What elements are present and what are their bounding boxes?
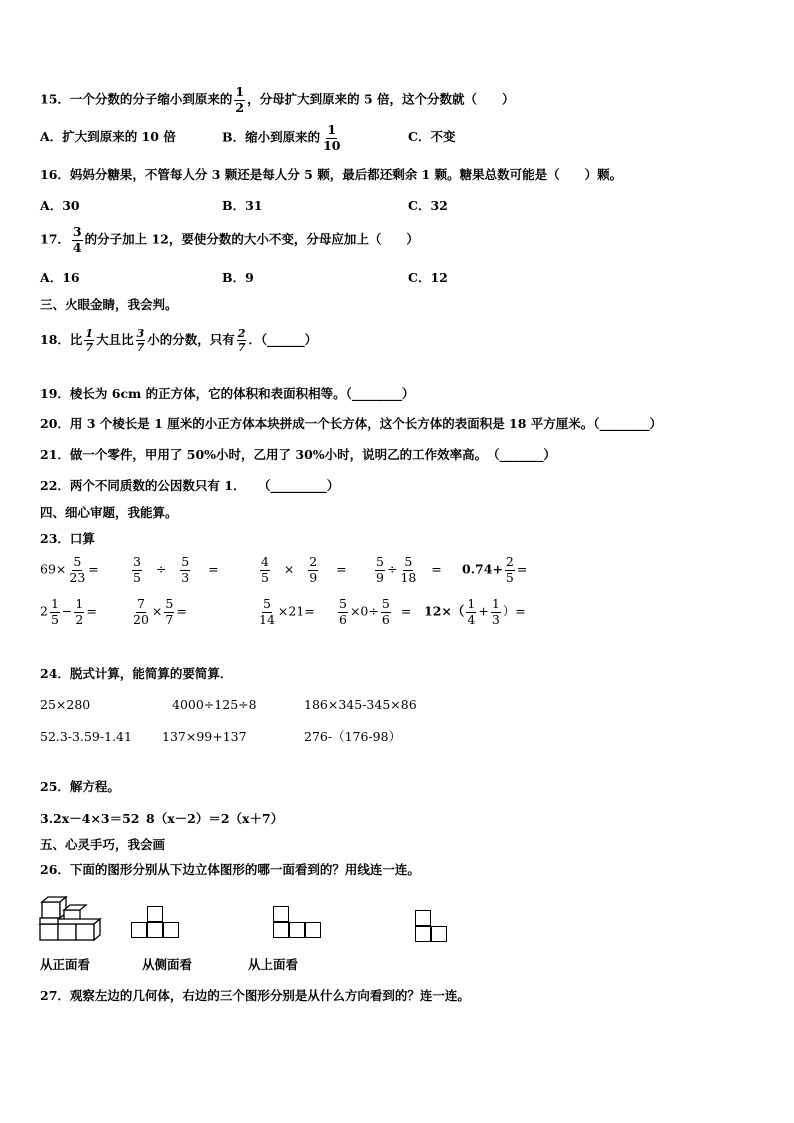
q25-equation-2: 8（x－2）＝2（x＋7）: [146, 811, 284, 826]
fraction: $\frac{3}{5}$: [133, 554, 141, 585]
fraction: $\frac{2}{5}$: [505, 554, 514, 585]
fraction: $\frac{5}{6}$: [381, 596, 390, 627]
q24-title: 24．脱式计算，能简算的要简算．: [40, 666, 233, 681]
q23-expr-2: $\frac{3}{5}$ ÷ $\frac{5}{3}$ =: [133, 554, 219, 585]
q23-expr-8: $\frac{5}{14}$ ×21=: [259, 596, 315, 627]
q25-equation-1: 3.2x－4×3＝52: [40, 811, 140, 826]
fraction: $\frac{5}{7}$: [165, 596, 174, 627]
q15-option-a: A．扩大到原来的 10 倍: [40, 129, 176, 144]
q21-statement: 21．做一个零件，甲用了 50%小时，乙用了 30%小时，说明乙的工作效率高。 （_______）: [40, 447, 556, 462]
fraction: $\frac{5}{14}$: [259, 596, 275, 627]
solid-figure: [36, 896, 102, 942]
view-shape-3: [415, 906, 447, 942]
q18-statement: 18．比 $\frac{1}{7}$ 大且比 $\frac{3}{7}$ 小的分数，只有 $\frac{2}{7}$ ．（______）: [40, 327, 318, 354]
q19-statement: 19．棱长为 6cm 的正方体，它的体积和表面积相等。（________）: [40, 386, 415, 401]
fraction: $\frac{2}{7}$: [237, 327, 246, 354]
q20-statement: 20．用 3 个棱长是 1 厘米的小正方体本块拼成一个长方体，这个长方体的表面积是 18 平方厘米。（________）: [40, 416, 663, 431]
q17-option-a: A．16: [40, 270, 80, 285]
q23-title: 23．口算: [40, 531, 95, 546]
q16-option-c: C．32: [408, 198, 448, 213]
view-label-top: 从上面看: [248, 957, 299, 972]
view-label-side: 从侧面看: [142, 957, 193, 972]
q24-expr-5: 137×99+137: [162, 729, 247, 744]
q22-statement: 22．两个不同质数的公因数只有 1． （_________）: [40, 478, 340, 493]
fraction: $\frac{7}{20}$: [133, 596, 149, 627]
q16-option-a: A．30: [40, 198, 80, 213]
q25-title: 25．解方程。: [40, 779, 120, 794]
q23-expr-7: $\frac{7}{20}$ × $\frac{5}{7}$ =: [133, 596, 187, 627]
fraction: $\frac{3}{7}$: [136, 327, 145, 354]
q16-stem: 16．妈妈分糖果，不管每人分 3 颗还是每人分 5 颗，最后都还剩余 1 颗。糖果总数可能是（ ）颗。: [40, 167, 623, 182]
fraction: $\frac{5}{6}$: [339, 596, 347, 627]
q23-expr-1: 69× $\frac{5}{23}$ =: [40, 554, 99, 585]
fraction: $\frac{1}{2}$: [75, 596, 84, 627]
fraction: $\frac{5}{9}$: [376, 554, 384, 585]
q26-title: 26．下面的图形分别从下边立体图形的哪一面看到的？用线连一连。: [40, 862, 420, 877]
fraction: $\frac{2}{9}$: [309, 554, 318, 585]
fraction: $\frac{5}{3}$: [181, 554, 190, 585]
q15-option-b: B．缩小到原来的 $\frac{1}{10}$: [222, 122, 341, 153]
q24-expr-6: 276-（176-98）: [304, 729, 402, 744]
section-3-heading: 三、火眼金睛，我会判。: [40, 297, 178, 312]
q24-expr-2: 4000÷125÷8: [172, 697, 257, 712]
fraction: $\frac{1}{10}$: [323, 122, 341, 153]
q17-option-b: B．9: [222, 270, 254, 285]
q23-expr-6: 2 $\frac{1}{5}$ − $\frac{1}{2}$ =: [40, 596, 97, 627]
q23-expr-9: $\frac{5}{6}$ ×0÷ $\frac{5}{6}$ =: [339, 596, 412, 627]
fraction: $\frac{1}{3}$: [491, 596, 500, 627]
q16-option-b: B．31: [222, 198, 263, 213]
q23-expr-3: $\frac{4}{5}$ × $\frac{2}{9}$ =: [261, 554, 347, 585]
q23-expr-10: 12×（ $\frac{1}{4}$ + $\frac{1}{3}$ ）=: [424, 596, 526, 627]
fraction: $\frac{4}{5}$: [261, 554, 269, 585]
q24-expr-1: 25×280: [40, 697, 91, 712]
fraction: $\frac{1}{5}$: [50, 596, 59, 627]
view-label-front: 从正面看: [40, 957, 91, 972]
section-5-heading: 五、心灵手巧，我会画: [40, 837, 166, 852]
view-shape-2: [273, 906, 321, 938]
q15-option-c: C．不变: [408, 129, 456, 144]
q24-expr-4: 52.3-3.59-1.41: [40, 729, 132, 744]
q24-expr-3: 186×345-345×86: [304, 697, 417, 712]
fraction: $\frac{3}{4}$: [72, 224, 82, 255]
q23-expr-5: 0.74+ $\frac{2}{5}$ =: [462, 554, 528, 585]
fraction: $\frac{1}{2}$: [235, 84, 245, 115]
view-shape-1: [131, 906, 179, 938]
fraction: $\frac{5}{18}$: [400, 554, 417, 585]
q27-title: 27．观察左边的几何体，右边的三个图形分别是从什么方向看到的？连一连。: [40, 988, 470, 1003]
fraction: $\frac{5}{23}$: [69, 554, 86, 585]
q15-stem: 15．一个分数的分子缩小到原来的 $\frac{1}{2}$ ，分母扩大到原来的 5 倍，这个分数就（ ）: [40, 84, 515, 115]
fraction: $\frac{1}{4}$: [467, 596, 476, 627]
q17-stem: 17． $\frac{3}{4}$ 的分子加上 12，要使分数的大小不变，分母应加上（ ）: [40, 224, 419, 255]
q17-option-c: C．12: [408, 270, 448, 285]
fraction: $\frac{1}{7}$: [85, 327, 94, 354]
q23-expr-4: $\frac{5}{9}$ ÷ $\frac{5}{18}$ =: [376, 554, 442, 585]
section-4-heading: 四、细心审题，我能算。: [40, 505, 178, 520]
